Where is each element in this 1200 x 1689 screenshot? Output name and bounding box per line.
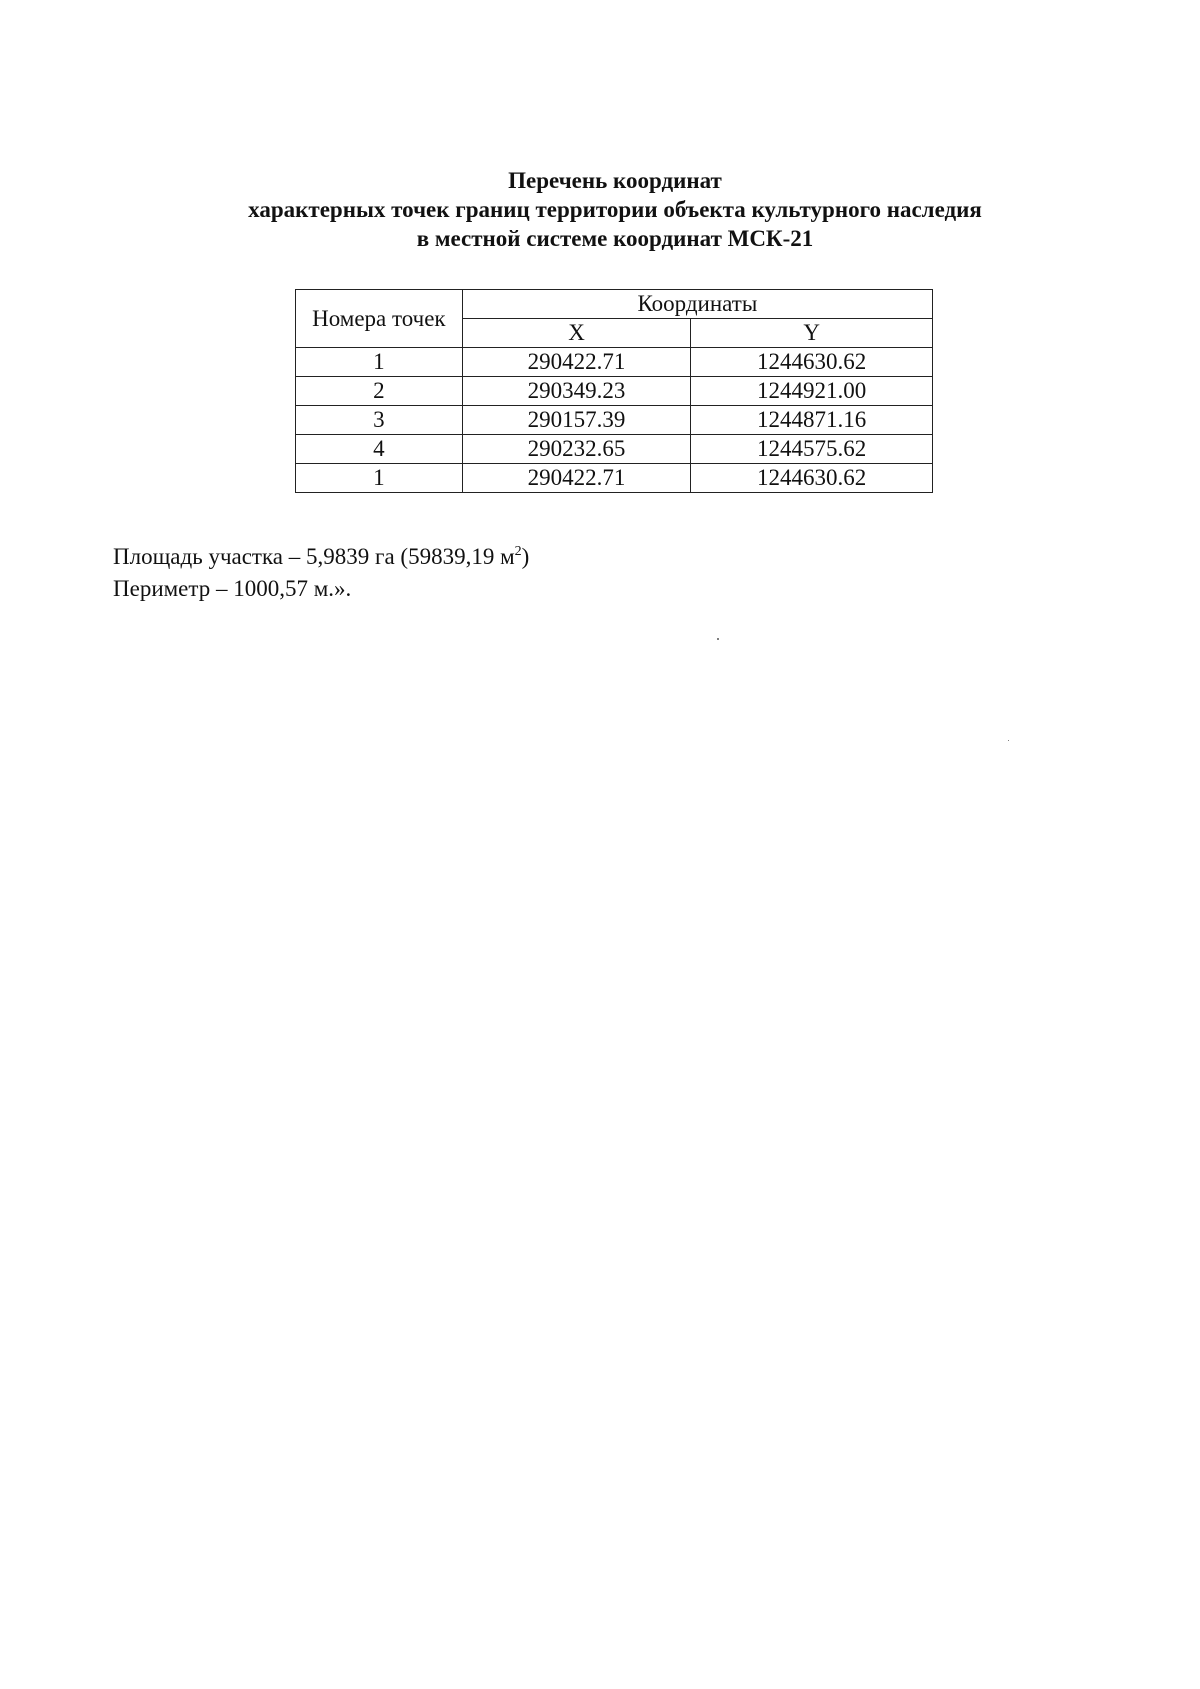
area-unit-superscript: 2 — [514, 544, 522, 559]
area-text: Площадь участка – 5,9839 га (59839,19 м — [113, 544, 515, 569]
perimeter-line: Периметр – 1000,57 м.». — [113, 576, 352, 601]
header-coordinates: Координаты — [462, 290, 932, 319]
x-value: 290349.23 — [462, 377, 691, 406]
title-line-3: в местной системе координат МСК-21 — [416, 226, 814, 251]
x-value: 290232.65 — [462, 435, 691, 464]
title-line-1: Перечень координат — [508, 168, 722, 193]
header-point-numbers: Номера точек — [296, 290, 463, 348]
coordinates-table — [295, 289, 933, 493]
y-value: 1244630.62 — [691, 464, 933, 493]
x-value: 290157.39 — [462, 406, 691, 435]
y-value: 1244871.16 — [691, 406, 933, 435]
point-number: 1 — [296, 348, 463, 377]
table-row — [296, 435, 933, 464]
header-y: Y — [691, 319, 933, 348]
table-row — [296, 406, 933, 435]
x-value: 290422.71 — [462, 348, 691, 377]
summary-block — [113, 541, 529, 605]
table-row — [296, 348, 933, 377]
y-value: 1244630.62 — [691, 348, 933, 377]
header-x: X — [462, 319, 691, 348]
point-number: 1 — [296, 464, 463, 493]
document-title — [0, 166, 1200, 253]
table-header-row — [296, 290, 933, 319]
y-value: 1244921.00 — [691, 377, 933, 406]
x-value: 290422.71 — [462, 464, 691, 493]
point-number: 3 — [296, 406, 463, 435]
point-number: 4 — [296, 435, 463, 464]
area-line — [113, 541, 529, 573]
point-number: 2 — [296, 377, 463, 406]
title-line-2: характерных точек границ территории объекта культурного наследия — [248, 197, 982, 222]
y-value: 1244575.62 — [691, 435, 933, 464]
table-row — [296, 464, 933, 493]
area-closing: ) — [521, 544, 530, 569]
table-row — [296, 377, 933, 406]
scan-speck — [1008, 740, 1009, 741]
scan-speck — [717, 638, 719, 640]
